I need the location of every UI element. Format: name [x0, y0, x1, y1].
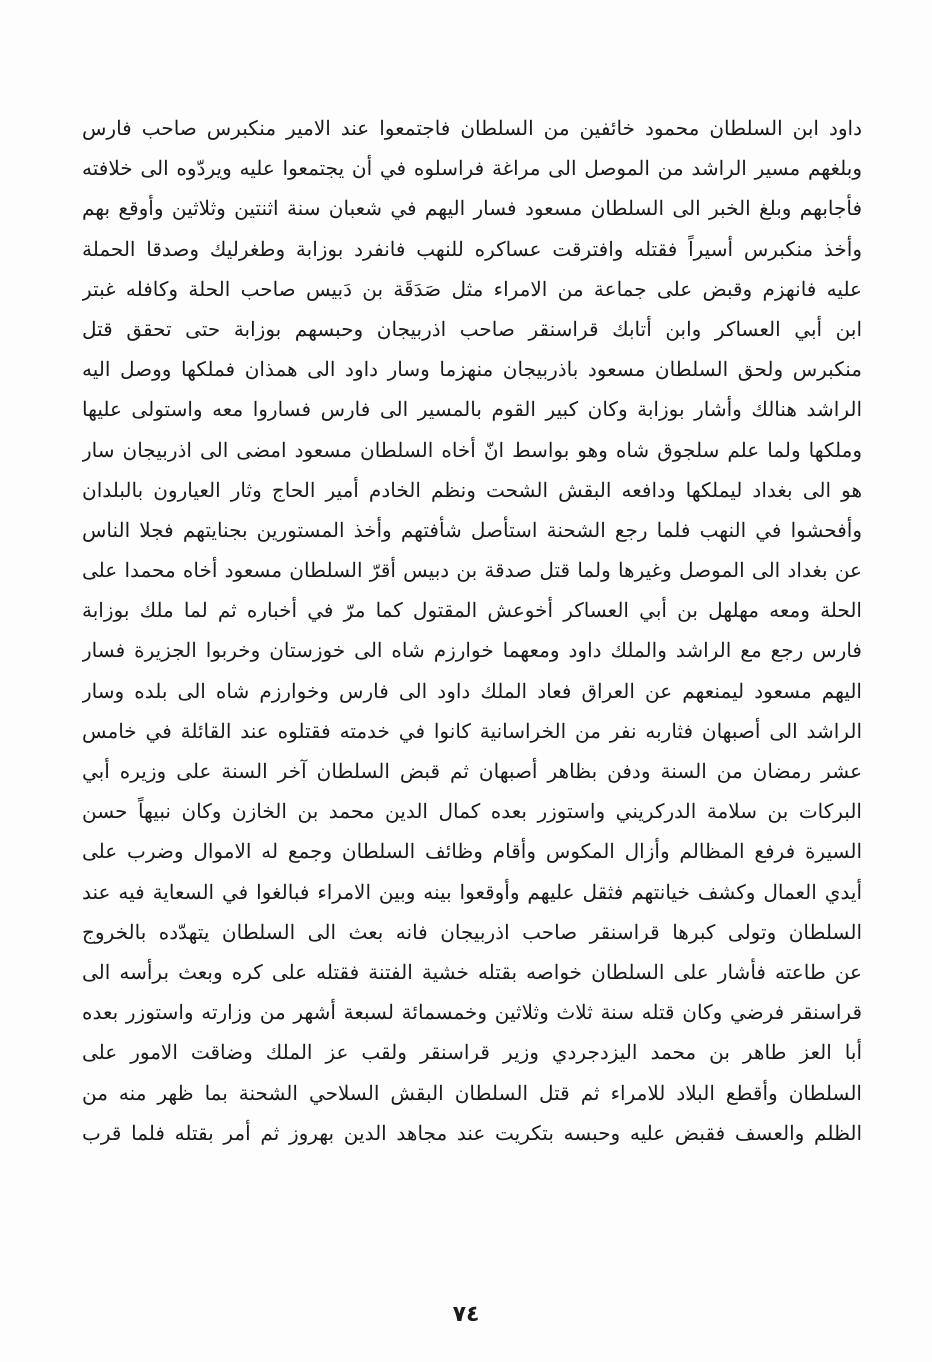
- text-line: الراشد هنالك وأشار بوزابة وكان كبير القوم بالمسير الى فارس فساروا معه واستولى عليها: [82, 397, 862, 422]
- text-line: عن طاعته فأشار على السلطان خواصه بقتله خشية الفتنة فقتله على كره وبعث برأسه الى: [82, 959, 862, 984]
- page-number: ٧٤: [452, 1302, 480, 1327]
- text-line: منكبرس ولحق السلطان مسعود باذربيجان منهزما وسار داود الى همذان فملكها ووصل اليه: [82, 357, 862, 382]
- text-line: وأخذ منكبرس أسيراً فقتله وافترقت عساكره للنهب فانفرد بوزابة وطغرليك وصدقا الحملة: [82, 236, 862, 261]
- text-line: ابن أبي العساكر وابن أتابك قراسنقر صاحب اذربيجان وحبسهم بوزابة حتى تحقق قتل: [82, 316, 862, 341]
- text-line: السلطان وأقطع البلاد للامراء ثم قتل السلطان البقش السلاحي الشحنة بما ظهر منه من: [82, 1080, 862, 1105]
- text-line: وأفحشوا في النهب فلما رجع الشحنة استأصل شأفتهم وأخذ المستورين بجنايتهم فجلا الناس: [82, 517, 862, 542]
- text-line: داود ابن السلطان محمود خائفين من السلطان فاجتمعوا عند الامير منكبرس صاحب فارس: [82, 116, 862, 140]
- text-line: فأجابهم وبلغ الخبر الى السلطان مسعود فسار اليهم في شعبان سنة اثنتين وثلاثين وأوقع بهم: [82, 196, 862, 221]
- text-line: وملكها ولما علم سلجوق شاه وهو بواسط انّ أخاه السلطان مسعود امضى الى اذربيجان سار: [82, 437, 862, 462]
- text-line: السلطان وتولى كبرها قراسنقر صاحب اذربيجان فانه بعث الى السلطان يتهدّده بالخروج: [82, 919, 862, 944]
- text-line: فارس رجع مع الراشد والملك داود ومعهما خوارزم شاه الى خوزستان وخربوا الجزيرة فسار: [82, 638, 862, 663]
- text-line: وبلغهم مسير الراشد من الموصل الى مراغة فراسلوه في أن يجتمعوا عليه ويردّوه الى خلافته: [82, 156, 862, 181]
- text-line: أيدي العمال وكشف خيانتهم فثقل عليهم وأوقعوا بينه وبين الامراء فبالغوا في السعاية فيه عند: [82, 879, 862, 904]
- text-line: عشر رمضان من السنة ودفن بظاهر أصبهان ثم قبض السلطان آخر السنة على وزيره أبي: [82, 759, 862, 783]
- text-line: السيرة فرفع المظالم وأزال المكوس وأقام وظائف السلطان وجمع له الاموال وضرب على: [82, 839, 862, 864]
- text-line: البركات بن سلامة الدركريني واستوزر بعده كمال الدين محمد بن الخازن وكان نبيهاً حسن: [82, 799, 862, 824]
- text-line: قراسنقر فرضي وكان قتله سنة ثلاث وثلاثين وخمسمائة لسبعة أشهر من وزارته واستوزر بعده: [82, 1000, 862, 1025]
- text-line: الظلم والعسف فقبض عليه وحبسه بتكريت عند مجاهد الدين بهروز ثم أمر بقتله فلما قرب: [82, 1120, 862, 1145]
- text-line: الراشد الى أصبهان فثاربه نفر من الخراسانية كانوا في خدمته فقتلوه عند القائلة في خامس: [82, 718, 862, 743]
- body-text: [82, 108, 862, 1153]
- text-line: عليه فانهزم وقبض على جماعة من الامراء مثل صَدَقَة بن دَبيس صاحب الحلة وكافله غبتر: [82, 276, 862, 301]
- text-line: هو الى بغداد ليملكها ودافعه البقش الشحت ونظم الخادم أمير الحاج وثار العيارون بالبلدان: [82, 477, 862, 502]
- text-line: أبا العز طاهر بن محمد اليزدجردي وزير قراسنقر ولقب عز الملك وضاقت الامور على: [82, 1040, 862, 1065]
- text-line: عن بغداد الى الموصل وغيرها ولما قتل صدقة بن دبيس أقرّ السلطان مسعود أخاه محمدا على: [82, 558, 862, 583]
- text-line: الحلة ومعه مهلهل بن أبي العساكر أخوعش المقتول كما مرّ في أخباره ثم لما ملك بوزابة: [82, 598, 862, 623]
- text-line: اليهم مسعود ليمنعهم عن العراق فعاد الملك داود الى فارس وخوارزم شاه الى بلده وسار: [82, 678, 862, 703]
